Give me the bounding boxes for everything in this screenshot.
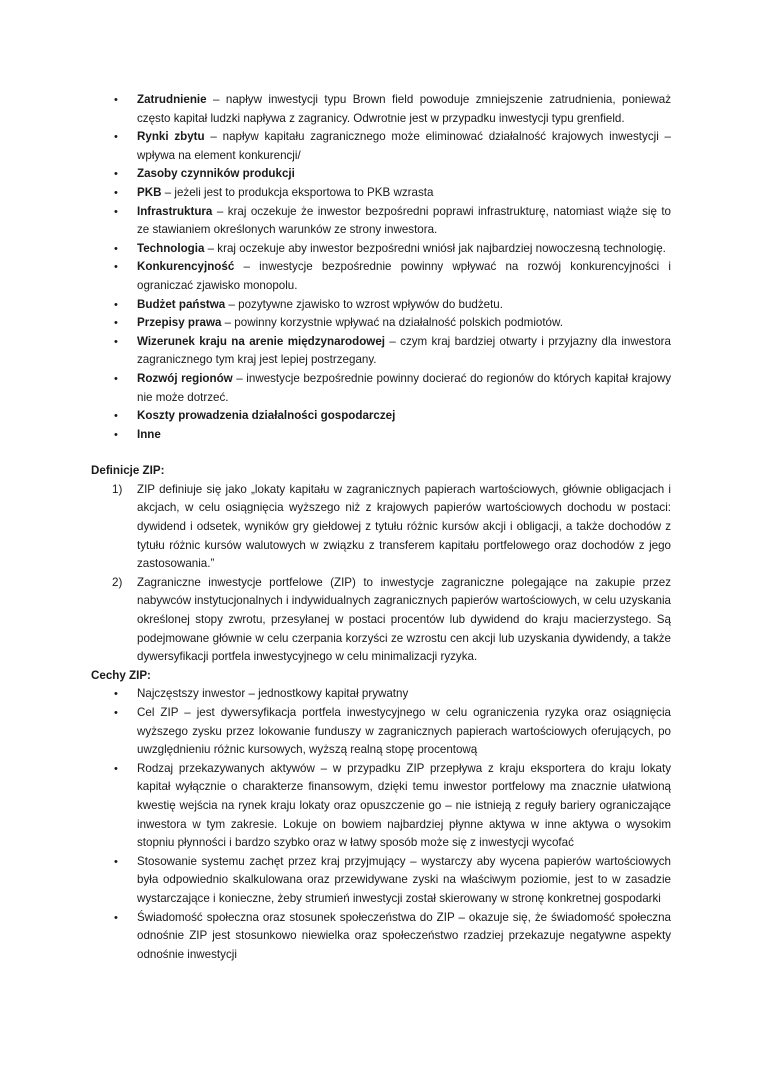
- item-desc: – pozytywne zjawisko to wzrost wpływów do budżetu.: [225, 297, 503, 311]
- item-text: Stosowanie systemu zachęt przez kraj przyjmujący – wystarczy aby wycena papierów wartościowych była odpowiednio skalkulowana oraz przewidywane zyski na właściwym poziomie, jest to w zasadzie wystarczające i konieczne, żeby strumień inwestycji został skierowany w stronę konkretnej gospodarki: [137, 854, 671, 905]
- item-text: ZIP definiuje się jako „lokaty kapitału w zagranicznych papierach wartościowych, głównie obligacjach i akcjach, w celu osiągnięcia wyższego niż z krajowych papierów wartościowych dochodu w postaci: dywidend i odsetek, wyników gry giełdowej z tytułu różnic kursów akcji i obligacji, a także dochodów z tytułu różnic kursów walutowych w związku z transferem kapitału portfelowego oraz dochodów z jego zastosowania.”: [137, 482, 671, 571]
- bullet-icon: •: [114, 855, 118, 868]
- bullet-icon: •: [114, 762, 118, 775]
- list-item: [91, 407, 671, 426]
- spacer: [91, 444, 671, 462]
- list-item: [91, 685, 671, 704]
- item-desc: – jeżeli jest to produkcja eksportowa to PKB wzrasta: [161, 185, 434, 199]
- item-term: Zasoby czynników produkcji: [137, 167, 295, 181]
- bullet-icon: •: [114, 707, 118, 719]
- features-heading: Cechy ZIP:: [91, 668, 151, 682]
- list-item: [91, 184, 671, 203]
- item-desc: – kraj oczekuje aby inwestor bezpośredni wniósł jak najbardziej nowoczesną technologię.: [204, 241, 666, 255]
- list-item: [91, 909, 671, 965]
- definition-item: [91, 574, 671, 667]
- item-desc: – kraj oczekuje że inwestor bezpośredni poprawi infrastrukturę, natomiast wiąże się to ze stawianiem określonych warunków ze strony inwestora.: [137, 204, 671, 237]
- list-item: [91, 426, 671, 445]
- item-number: 1): [112, 482, 123, 496]
- bullet-icon: •: [114, 688, 118, 701]
- item-text: Najczęstszy inwestor – jednostkowy kapitał prywatny: [137, 687, 409, 701]
- item-text: Zagraniczne inwestycje portfelowe (ZIP) to inwestycje zagraniczne polegające na zakupie przez nabywców instytucjonalnych i indywidualnych zagranicznych papierów wartościowych, w celu uzyskania określonej stopy zwrotu, przesyłanej w postaci procentów lub dywidend do kraju macierzystego. Są podejmowane głównie w celu czerpania korzyści ze wzrostu cen akcji lub uzyskania dywidendy, a także dywersyfikacji portfela inwestycyjnego w celu minimalizacji ryzyka.: [137, 575, 671, 664]
- factors-list: [91, 91, 671, 444]
- item-desc: – czym kraj bardziej otwarty i przyjazny dla inwestora zagranicznego tym kraj jest lepiej postrzegany.: [137, 334, 671, 367]
- list-item: [91, 296, 671, 315]
- list-item: [91, 314, 671, 333]
- item-term: Konkurencyjność: [137, 260, 235, 274]
- item-term: Wizerunek kraju na arenie międzynarodowej: [137, 334, 385, 348]
- list-item: [91, 165, 671, 184]
- item-number: 2): [112, 575, 123, 589]
- item-text: Rodzaj przekazywanych aktywów – w przypadku ZIP przepływa z kraju eksportera do kraju lokaty kapitał wyłącznie o charakterze finansowym, dzięki temu inwestor portfelowy ma znacznie ułatwioną kwestię wejścia na rynek kraju lokaty oraz opuszczenie go – nie istnieją z reguły bariery ograniczające inwestora w tym zakresie. Lokuje on bowiem najbardziej płynne aktywa w inne aktywa o wysokim stopniu płynności i bardzo szybko oraz w łatwy sposób może się z inwestycji wycofać: [137, 761, 671, 850]
- item-term: Rynki zbytu: [137, 130, 205, 144]
- definition-item: [91, 481, 671, 574]
- document-page: [91, 91, 671, 964]
- list-item: [91, 704, 671, 760]
- bullet-icon: •: [114, 317, 118, 330]
- item-term: Technologia: [137, 241, 205, 255]
- list-item: [91, 853, 671, 909]
- bullet-icon: •: [114, 205, 118, 218]
- definitions-list: [91, 481, 671, 667]
- item-term: PKB: [137, 185, 162, 199]
- bullet-icon: •: [114, 335, 118, 348]
- bullet-icon: •: [114, 131, 118, 144]
- list-item: [91, 128, 671, 165]
- bullet-icon: •: [114, 168, 118, 181]
- bullet-icon: •: [114, 428, 118, 441]
- list-item: [91, 333, 671, 370]
- item-term: Zatrudnienie: [137, 93, 207, 106]
- bullet-icon: •: [114, 298, 118, 311]
- list-item: [91, 240, 671, 259]
- item-desc: – napływ inwestycji typu Brown field powoduje zmniejszenie zatrudnienia, ponieważ często kapitał ludzki napływa z zagranicy. Odwrotnie jest w przypadku inwestycji typu grenfield.: [137, 93, 671, 125]
- item-desc: – napływ kapitału zagranicznego może eliminować działalność krajowych inwestycji – wpływa na element konkurencji/: [137, 130, 671, 162]
- item-term: Rozwój regionów: [137, 371, 233, 385]
- item-desc: – inwestycje bezpośrednie powinny wpływać na rozwój konkurencyjności i ograniczać zjawisko monopolu.: [137, 260, 671, 292]
- list-item: [91, 760, 671, 853]
- item-term: Infrastruktura: [137, 204, 213, 218]
- item-term: Koszty prowadzenia działalności gospodarczej: [137, 409, 396, 423]
- item-text: Cel ZIP – jest dywersyfikacja portfela inwestycyjnego w celu ograniczenia ryzyka oraz osiągnięcia wyższego zysku przez lokowanie funduszy w zagranicznych papierach wartościowych oferujących, po uwzględnieniu różnic kursowych, wyższą realną stopę procentową: [137, 706, 671, 757]
- bullet-icon: •: [114, 186, 118, 199]
- item-desc: – inwestycje bezpośrednie powinny docierać do regionów do których kapitał krajowy nie może dotrzeć.: [137, 371, 671, 404]
- bullet-icon: •: [114, 911, 118, 924]
- bullet-icon: •: [114, 242, 118, 255]
- definitions-heading: Definicje ZIP:: [91, 464, 165, 478]
- item-desc: – powinny korzystnie wpływać na działalność polskich podmiotów.: [221, 316, 563, 330]
- list-item: [91, 91, 671, 128]
- item-term: Przepisy prawa: [137, 316, 222, 330]
- bullet-icon: •: [114, 94, 118, 106]
- bullet-icon: •: [114, 261, 118, 274]
- list-item: [91, 203, 671, 240]
- item-text: Świadomość społeczna oraz stosunek społeczeństwa do ZIP – okazuje się, że świadomość społeczna odnośnie ZIP jest stosunkowo niewielka oraz społeczeństwo rzadziej przekazuje negatywne aspekty odnośnie inwestycji: [137, 910, 671, 961]
- list-item: [91, 258, 671, 295]
- item-term: Budżet państwa: [137, 297, 226, 311]
- item-term: Inne: [137, 427, 161, 441]
- bullet-icon: •: [114, 372, 118, 385]
- list-item: [91, 370, 671, 407]
- bullet-icon: •: [114, 410, 118, 423]
- features-list: [91, 685, 671, 964]
